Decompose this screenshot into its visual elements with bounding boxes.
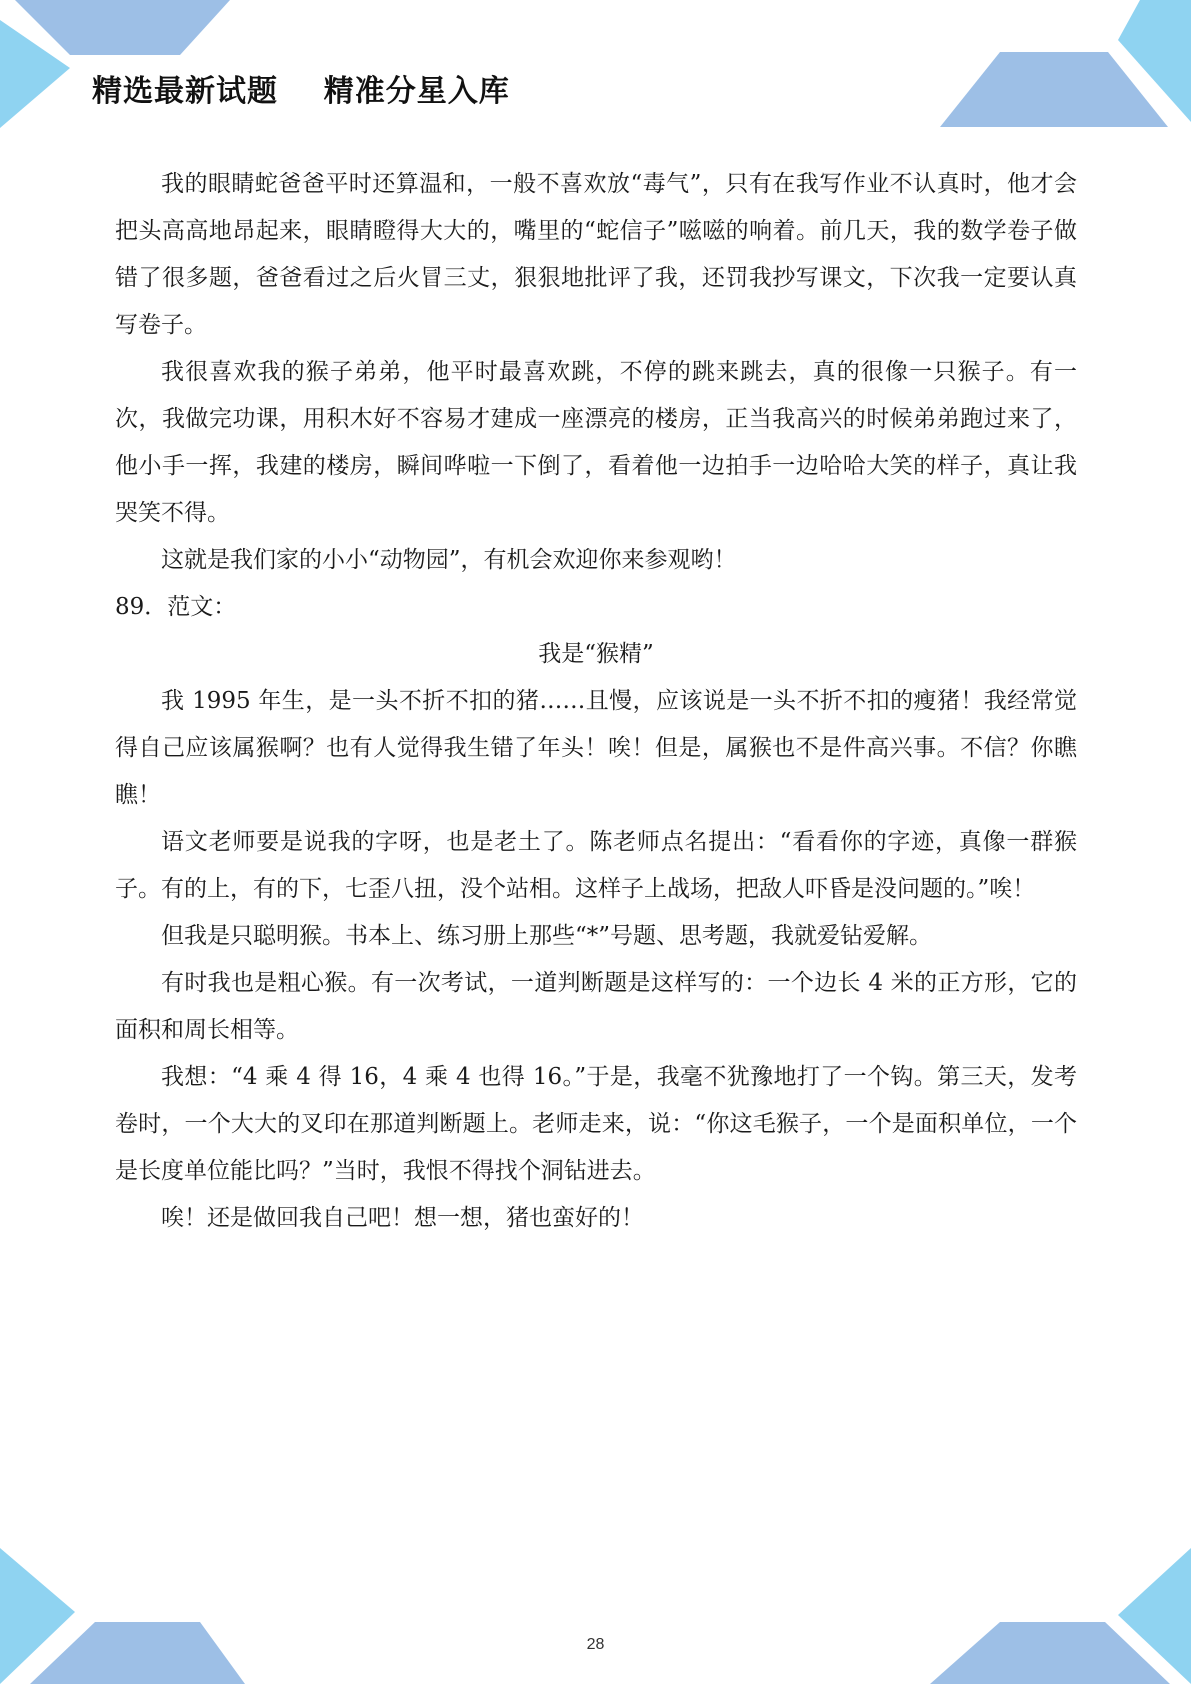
essay-paragraph: 语文老师要是说我的字呀，也是老土了。陈老师点名提出：“看看你的字迹，真像一群猴子。有的上，有的下，七歪八扭，没个站相。这样子上战场，把敌人吓昏是没问题的。”唉！ (115, 829, 1077, 902)
page-content (115, 161, 1077, 1242)
essay-paragraph: 我 1995 年生，是一头不折不扣的猪……且慢，应该说是一头不折不扣的瘦猪！我经常觉得自己应该属猴啊？也有人觉得我生错了年头！唉！但是，属猴也不是件高兴事。不信？你瞧瞧！ (115, 688, 1077, 808)
paragraph-snake-dad: 我的眼睛蛇爸爸平时还算温和，一般不喜欢放“毒气”，只有在我写作业不认真时，他才会把头高高地昂起来，眼睛瞪得大大的，嘴里的“蛇信子”嗞嗞的响着。前几天，我的数学卷子做错了很多题，爸爸看过之后火冒三丈，狠狠地批评了我，还罚我抄写课文，下次我一定要认真写卷子。 (115, 171, 1077, 338)
essay-paragraph: 有时我也是粗心猴。有一次考试，一道判断题是这样写的：一个边长 4 米的正方形，它的面积和周长相等。 (115, 970, 1077, 1043)
top-left-trapezoid (15, 0, 230, 55)
essay-paragraph: 唉！还是做回我自己吧！想一想，猪也蛮好的！ (161, 1205, 644, 1231)
essay-paragraph: 我想：“4 乘 4 得 16，4 乘 4 也得 16。”于是，我毫不犹豫地打了一个钩。第三天，发考卷时，一个大大的叉印在那道判断题上。老师走来，说：“你这毛猴子，一个是面积单位，一个是长度单位能比吗？”当时，我恨不得找个洞钻进去。 (115, 1064, 1077, 1184)
question-label: 89．范文： (115, 594, 237, 620)
top-right-trapezoid (940, 52, 1168, 127)
essay-paragraph: 但我是只聪明猴。书本上、练习册上那些“*”号题、思考题，我就爱钻爱解。 (161, 923, 933, 949)
paragraph-monkey-brother: 我很喜欢我的猴子弟弟，他平时最喜欢跳，不停的跳来跳去，真的很像一只猴子。有一次，我做完功课，用积木好不容易才建成一座漂亮的楼房，正当我高兴的时候弟弟跑过来了，他小手一挥，我建的楼房，瞬间哗啦一下倒了，看着他一边拍手一边哈哈大笑的样子，真让我哭笑不得。 (115, 359, 1077, 526)
paragraph-zoo-closing: 这就是我们家的小小“动物园”，有机会欢迎你来参观哟！ (161, 547, 737, 573)
page-number: 28 (586, 1636, 605, 1653)
header-title: 精选最新试题 精准分星入库 (92, 74, 510, 109)
essay-title: 我是“猴精” (538, 641, 654, 667)
